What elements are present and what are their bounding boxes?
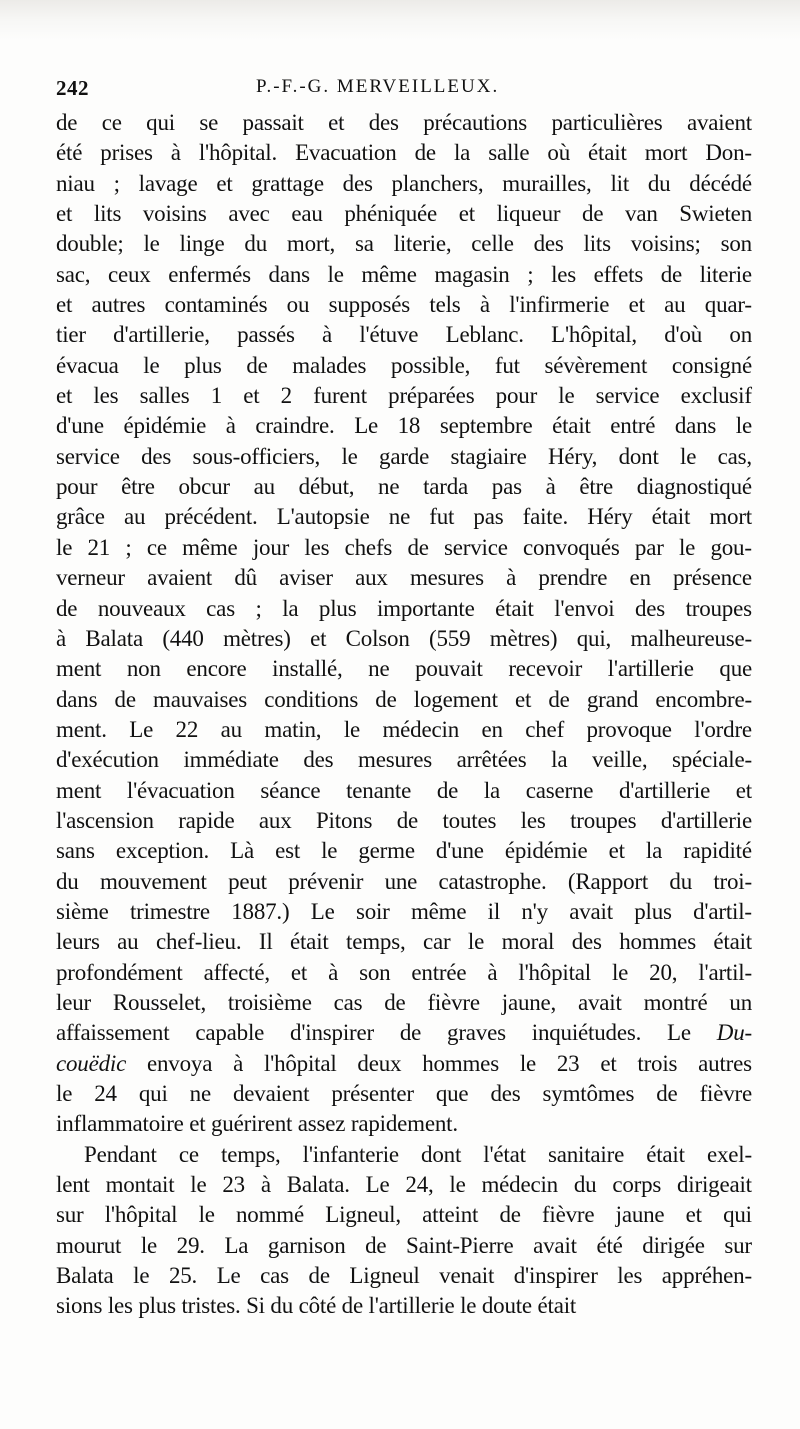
text-line: leur Rousselet, troisième cas de fièvre jaune, avait montré un <box>56 989 752 1015</box>
text-line: sième trimestre 1887.) Le soir même il n'y avait plus d'artil- <box>56 898 752 924</box>
text-line: été prises à l'hôpital. Evacuation de la salle où était mort Don- <box>56 140 752 166</box>
text-line: évacua le plus de malades possible, fut sévèrement consigné <box>56 352 752 378</box>
text-line: Balata le 25. Le cas de Ligneul venait d'inspirer les appréhen- <box>56 1263 752 1289</box>
text-line: de nouveaux cas ; la plus importante était l'envoi des troupes <box>56 595 752 621</box>
text-line: sans exception. Là est le germe d'une épidémie et la rapidité <box>56 838 752 864</box>
text-line: et les salles 1 et 2 furent préparées pour le service exclusif <box>56 383 752 409</box>
running-title: P.-F.-G. MERVEILLEUX. <box>256 76 500 97</box>
text-line: de ce qui se passait et des précautions particulières avaient <box>56 110 752 135</box>
text-line: niau ; lavage et grattage des planchers, murailles, lit du décédé <box>56 170 752 196</box>
paragraph <box>56 108 752 1140</box>
body-text <box>56 108 752 1322</box>
text-line: dans de mauvaises conditions de logement et de grand encombre- <box>56 686 752 712</box>
text-line: Pendant ce temps, l'infanterie dont l'état sanitaire était exel- <box>84 1141 752 1167</box>
text-line: ment l'évacuation séance tenante de la caserne d'artillerie et <box>56 777 752 803</box>
text-line: affaissement capable d'inspirer de graves inquiétudes. Le Du- <box>56 1020 752 1046</box>
scan-top-edge <box>0 0 800 40</box>
text-line: ment non encore installé, ne pouvait recevoir l'artillerie que <box>56 656 752 682</box>
text-line: ment. Le 22 au matin, le médecin en chef provoque l'ordre <box>56 716 752 742</box>
text-line: sur l'hôpital le nommé Ligneul, atteint de fièvre jaune et qui <box>56 1202 752 1228</box>
text-line: couëdic envoya à l'hôpital deux hommes le 23 et trois autres <box>56 1050 752 1076</box>
text-line: d'une épidémie à craindre. Le 18 septembre était entré dans le <box>56 413 752 439</box>
text-line: service des sous-officiers, le garde stagiaire Héry, dont le cas, <box>56 443 752 469</box>
text-line: mourut le 29. La garnison de Saint-Pierre avait été dirigée sur <box>56 1232 752 1258</box>
text-line: l'ascension rapide aux Pitons de toutes les troupes d'artillerie <box>56 807 752 833</box>
text-line: leurs au chef-lieu. Il était temps, car le moral des hommes était <box>56 929 752 955</box>
text-line: lent montait le 23 à Balata. Le 24, le médecin du corps dirigeait <box>56 1172 752 1198</box>
text-line: grâce au précédent. L'autopsie ne fut pas faite. Héry était mort <box>56 504 752 530</box>
paragraph <box>56 1140 752 1322</box>
text-line: d'exécution immédiate des mesures arrêtées la veille, spéciale- <box>56 747 752 773</box>
text-line: verneur avaient dû aviser aux mesures à prendre en présence <box>56 565 752 591</box>
text-line: et lits voisins avec eau phéniquée et liqueur de van Swieten <box>56 201 752 227</box>
text-line: pour être obcur au début, ne tarda pas à être diagnostiqué <box>56 474 752 500</box>
text-line: profondément affecté, et à son entrée à l'hôpital le 20, l'artil- <box>56 959 752 985</box>
text-line: inflammatoire et guérirent assez rapidement. <box>56 1111 458 1137</box>
text-line: du mouvement peut prévenir une catastrophe. (Rapport du troi- <box>56 868 752 894</box>
page-number: 242 <box>56 76 89 100</box>
text-line: sac, ceux enfermés dans le même magasin ; les effets de literie <box>56 261 752 287</box>
running-head <box>56 76 752 104</box>
text-line: et autres contaminés ou supposés tels à l'infirmerie et au quar- <box>56 292 752 318</box>
text-line: à Balata (440 mètres) et Colson (559 mètres) qui, malheureuse- <box>56 625 752 651</box>
text-line: sions les plus tristes. Si du côté de l'artillerie le doute était <box>56 1293 577 1319</box>
text-line: tier d'artillerie, passés à l'étuve Leblanc. L'hôpital, d'où on <box>56 322 752 348</box>
text-line: double; le linge du mort, sa literie, celle des lits voisins; son <box>56 231 752 257</box>
text-line: le 21 ; ce même jour les chefs de service convoqués par le gou- <box>56 534 752 560</box>
text-line: le 24 qui ne devaient présenter que des symtômes de fièvre <box>56 1081 752 1106</box>
